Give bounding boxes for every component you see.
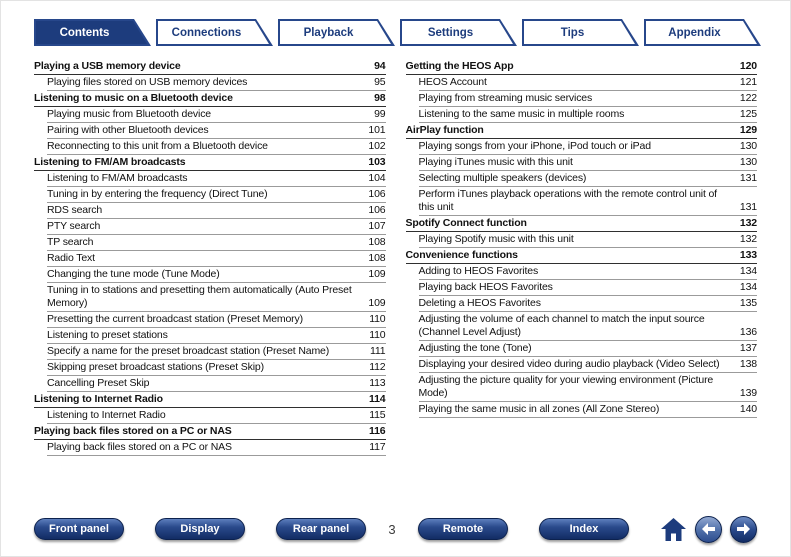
toc-entry-row[interactable]: [47, 312, 386, 328]
toc-entry-row[interactable]: [47, 75, 386, 91]
tab-label: Tips: [560, 26, 585, 39]
toc-entry-title: Perform iTunes playback operations with the remote control unit of this unit: [418, 188, 717, 213]
toc-entry-row[interactable]: [419, 75, 758, 91]
table-of-contents: [34, 59, 757, 456]
toc-entry-page: 121: [739, 76, 757, 88]
toc-entry-title: Specify a name for the preset broadcast station (Preset Name): [47, 345, 330, 357]
toc-entry-row[interactable]: [47, 267, 386, 283]
toc-entry-title: Playing back files stored on a PC or NAS: [34, 425, 232, 437]
toc-entry-page: 134: [739, 281, 757, 293]
tab-label: Settings: [427, 26, 474, 39]
toc-entry-title: Playing the same music in all zones (All Zone Stereo): [418, 403, 660, 415]
toc-entry-page: 116: [369, 425, 386, 437]
toc-entry-page: 132: [739, 233, 757, 245]
toc-entry-row[interactable]: [47, 171, 386, 187]
footer-nav-bar: [34, 515, 757, 543]
toc-entry-title: Listening to the same music in multiple rooms: [418, 108, 625, 120]
toc-entry-row[interactable]: [419, 91, 758, 107]
toc-entry-row[interactable]: [419, 357, 758, 373]
tab-tips[interactable]: [522, 19, 639, 46]
toc-entry-title: Skipping preset broadcast stations (Preset Skip): [47, 361, 264, 373]
toc-entry-page: 132: [739, 217, 757, 229]
toc-entry-row[interactable]: [419, 402, 758, 418]
toc-entry-page: 109: [368, 268, 386, 280]
toc-entry-row[interactable]: [419, 155, 758, 171]
toc-entry-row[interactable]: [419, 171, 758, 187]
toc-entry-title: Playing a USB memory device: [34, 60, 181, 72]
toc-entry-row[interactable]: [47, 251, 386, 267]
toc-entry-row[interactable]: [47, 440, 386, 456]
toc-entry-title: Selecting multiple speakers (devices): [418, 172, 587, 184]
toc-section-row[interactable]: [406, 248, 758, 264]
forward-arrow-icon[interactable]: [730, 516, 757, 543]
rear-panel-button[interactable]: Rear panel: [276, 518, 366, 540]
toc-entry-page: 99: [374, 108, 386, 120]
toc-entry-page: 98: [374, 92, 386, 104]
toc-entry-page: 137: [739, 342, 757, 354]
toc-entry-title: Adding to HEOS Favorites: [418, 265, 539, 277]
home-icon-graphic: [660, 517, 687, 542]
toc-entry-page: 104: [368, 172, 386, 184]
tab-label: Appendix: [668, 26, 721, 39]
toc-entry-title: Listening to FM/AM broadcasts: [34, 156, 186, 168]
tab-settings[interactable]: [400, 19, 517, 46]
toc-entry-row[interactable]: [47, 360, 386, 376]
tab-label: Contents: [59, 26, 110, 39]
toc-entry-title: Changing the tune mode (Tune Mode): [47, 268, 220, 280]
toc-entry-row[interactable]: [419, 107, 758, 123]
toc-entry-page: 136: [739, 326, 757, 338]
toc-entry-title: Playing files stored on USB memory devices: [47, 76, 248, 88]
toc-entry-page: 138: [739, 358, 757, 370]
toc-section-row[interactable]: [406, 216, 758, 232]
toc-entry-row[interactable]: [419, 341, 758, 357]
toc-entry-page: 108: [368, 236, 386, 248]
toc-entry-title: Adjusting the tone (Tone): [418, 342, 532, 354]
toc-entry-page: 95: [374, 76, 386, 88]
toc-entry-page: 139: [739, 387, 757, 399]
tab-playback[interactable]: [278, 19, 395, 46]
toc-entry-title: Playing from streaming music services: [418, 92, 593, 104]
toc-entry-page: 102: [368, 140, 386, 152]
toc-entry-title: Listening to FM/AM broadcasts: [47, 172, 188, 184]
toc-entry-title: Playing songs from your iPhone, iPod touch or iPad: [418, 140, 651, 152]
toc-entry-page: 114: [369, 393, 386, 405]
toc-entry-row[interactable]: [419, 139, 758, 155]
toc-section-row[interactable]: [406, 123, 758, 139]
toc-entry-page: 122: [739, 92, 757, 104]
toc-entry-title: Reconnecting to this unit from a Bluetooth device: [47, 140, 268, 152]
toc-section-row[interactable]: [406, 59, 758, 75]
toc-entry-title: Adjusting the volume of each channel to match the input source (Channel Level Adjust): [418, 313, 705, 338]
back-arrow-glyph: [701, 522, 716, 536]
tab-bar: [34, 19, 757, 46]
toc-entry-page: 101: [368, 124, 386, 136]
toc-entry-row[interactable]: [419, 312, 758, 341]
toc-entry-row[interactable]: [419, 296, 758, 312]
toc-entry-row[interactable]: [47, 187, 386, 203]
toc-entry-title: Tuning in by entering the frequency (Direct Tune): [47, 188, 268, 200]
forward-arrow-glyph: [736, 522, 751, 536]
toc-entry-title: Listening to preset stations: [47, 329, 168, 341]
toc-section-row[interactable]: [34, 155, 386, 171]
toc-entry-row[interactable]: [419, 232, 758, 248]
toc-entry-title: Listening to Internet Radio: [34, 393, 163, 405]
toc-entry-title: Deleting a HEOS Favorites: [418, 297, 541, 309]
toc-entry-page: 112: [369, 361, 386, 373]
toc-entry-page: 115: [369, 409, 386, 421]
toc-entry-page: 133: [739, 249, 757, 261]
toc-entry-page: 135: [739, 297, 757, 309]
footer-right-buttons: [418, 518, 629, 540]
toc-entry-title: Convenience functions: [405, 249, 518, 261]
toc-entry-page: 130: [739, 140, 757, 152]
toc-entry-row[interactable]: [47, 328, 386, 344]
toc-entry-title: Listening to music on a Bluetooth device: [34, 92, 233, 104]
toc-entry-row[interactable]: [47, 203, 386, 219]
toc-entry-page: 108: [368, 252, 386, 264]
tab-contents[interactable]: [34, 19, 151, 46]
toc-entry-title: Adjusting the picture quality for your viewing environment (Picture Mode): [418, 374, 714, 399]
toc-entry-title: Cancelling Preset Skip: [47, 377, 150, 389]
toc-entry-row[interactable]: [47, 376, 386, 392]
tab-connections[interactable]: [156, 19, 273, 46]
toc-entry-page: 109: [368, 297, 386, 309]
toc-section-row[interactable]: [34, 392, 386, 408]
toc-entry-page: 113: [369, 377, 386, 389]
footer-icons: [660, 516, 757, 543]
toc-entry-page: 130: [739, 156, 757, 168]
toc-entry-row[interactable]: [47, 107, 386, 123]
toc-entry-row[interactable]: [419, 187, 758, 216]
toc-entry-page: 110: [369, 313, 386, 325]
toc-entry-title: Presetting the current broadcast station (Preset Memory): [47, 313, 303, 325]
toc-section-row[interactable]: [34, 424, 386, 440]
toc-entry-page: 140: [739, 403, 757, 415]
toc-section-row[interactable]: [34, 91, 386, 107]
front-panel-button[interactable]: Front panel: [34, 518, 124, 540]
tab-appendix[interactable]: [644, 19, 761, 46]
toc-entry-page: 117: [369, 441, 386, 453]
toc-entry-row[interactable]: [47, 219, 386, 235]
toc-entry-page: 106: [368, 204, 386, 216]
toc-entry-row[interactable]: [419, 264, 758, 280]
toc-section-row[interactable]: [34, 59, 386, 75]
toc-entry-row[interactable]: [47, 283, 386, 312]
toc-entry-row[interactable]: [419, 280, 758, 296]
remote-button[interactable]: Remote: [418, 518, 508, 540]
toc-entry-title: Tuning in to stations and presetting them automatically (Auto Preset Memory): [47, 284, 352, 309]
toc-entry-title: Playing back files stored on a PC or NAS: [47, 441, 232, 453]
home-icon[interactable]: [660, 517, 687, 542]
toc-entry-page: 111: [369, 345, 386, 357]
toc-entry-row[interactable]: [47, 408, 386, 424]
toc-entry-title: Getting the HEOS App: [405, 60, 514, 72]
tab-label: Connections: [171, 26, 242, 39]
toc-entry-title: HEOS Account: [418, 76, 487, 88]
toc-entry-title: Playing back HEOS Favorites: [418, 281, 553, 293]
toc-entry-page: 110: [369, 329, 386, 341]
toc-entry-page: 134: [739, 265, 757, 277]
toc-entry-title: Displaying your desired video during audio playback (Video Select): [418, 358, 720, 370]
toc-entry-page: 125: [739, 108, 757, 120]
toc-entry-title: Spotify Connect function: [405, 217, 527, 229]
toc-entry-page: 131: [739, 201, 757, 213]
tab-label: Playback: [303, 26, 354, 39]
toc-entry-page: 106: [368, 188, 386, 200]
toc-entry-page: 107: [368, 220, 386, 232]
toc-entry-title: AirPlay function: [405, 124, 484, 136]
toc-entry-title: Listening to Internet Radio: [47, 409, 166, 421]
toc-entry-title: RDS search: [47, 204, 103, 216]
toc-entry-title: TP search: [47, 236, 94, 248]
toc-entry-row[interactable]: [419, 373, 758, 402]
page-number: 3: [388, 521, 396, 537]
toc-column-left: [34, 59, 386, 456]
toc-entry-row[interactable]: [47, 123, 386, 139]
toc-entry-title: PTY search: [47, 220, 101, 232]
toc-entry-title: Playing iTunes music with this unit: [418, 156, 573, 168]
display-button[interactable]: Display: [155, 518, 245, 540]
toc-entry-page: 94: [374, 60, 386, 72]
toc-entry-page: 131: [739, 172, 757, 184]
toc-entry-page: 129: [739, 124, 757, 136]
toc-entry-title: Pairing with other Bluetooth devices: [47, 124, 209, 136]
index-button[interactable]: Index: [539, 518, 629, 540]
toc-entry-title: Playing Spotify music with this unit: [418, 233, 574, 245]
toc-column-right: [406, 59, 758, 456]
toc-entry-title: Playing music from Bluetooth device: [47, 108, 211, 120]
toc-entry-title: Radio Text: [47, 252, 95, 264]
toc-entry-page: 103: [368, 156, 386, 168]
toc-entry-row[interactable]: [47, 344, 386, 360]
toc-entry-page: 120: [739, 60, 757, 72]
toc-entry-row[interactable]: [47, 139, 386, 155]
toc-entry-row[interactable]: [47, 235, 386, 251]
back-arrow-icon[interactable]: [695, 516, 722, 543]
footer-left-buttons: [34, 518, 366, 540]
